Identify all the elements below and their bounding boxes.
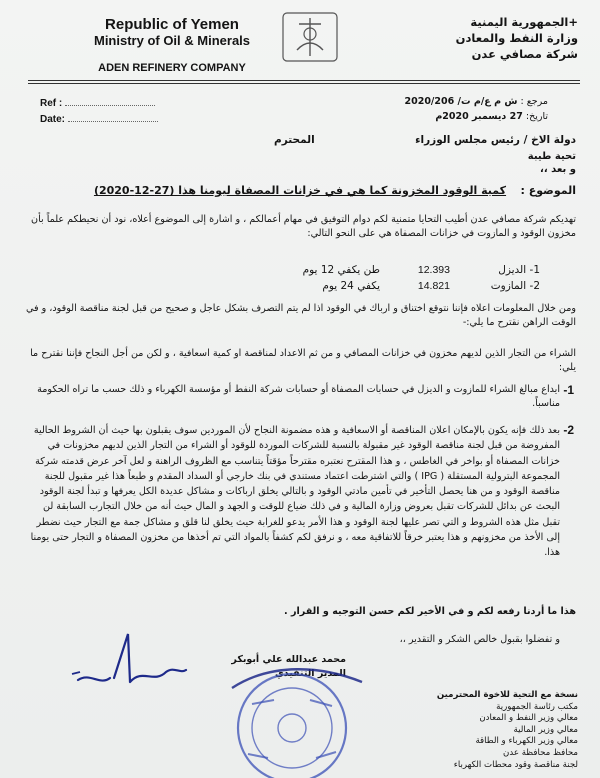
signatory-title: المدير التنفيذي	[275, 668, 346, 679]
step-text: بعد ذلك فإنه يكون بالإمكان اعلان المناقصة أو الاسعافية و هذه مضمونة النجاح لأن الموردين سوف يقبلون بها حيث أن الشروط الحالية المفروضة من قبل لجنة مناقصة الوقود غير مقبولة بالنسبة للشركات الموردة للوقود أو الشراء من التجار الذين لديهم مخزونات في خزانات المصفاة أو بواخر في الغاطس ، و هذا المقترح نعتبره مقترحاً مؤقتاً يتناسب مع الظروف الراهنة و لعل آخر عرض قدمته شركة المجموعة البترولية المستقلة ( IPG ) والتي اشترطت اعتماد مستندي في بنك خارجي أو السداد المقدم و طبعاً هذا غير مقبول للجنة مناقصة الوقود و من هنا يحصل التأخير في تأمين مادتي الوقود و بالتالي يخلق ارباكات و مشاكل عديدة الكل يعرفها و تبدأ لجنة الوقود البحث عن بدائل للشركات تقبل بعروض وزارة المالية و في ذلك ضياع للوقت و الجهد و المال حيث أنه من خلال التجارب السابقة لن تقبل مثل هذه الشروط و التي تصر عليها لجنة الوقود و هذا الأمر يدعو للغرابة حيث يخلق لنا قلق و مشاكل جمة مع التجار حيث نضطر إلى الأخذ من مخزونهم و هذا يعتبر خرقاً للاتفاقية معه ، و نرفق لكم كشفاً بالمواد التي تم أخذها من مخزون المصفاة و التجار حتى يومنا هذا.	[30, 425, 560, 559]
stock-item-label: 1- الديزل	[498, 264, 540, 276]
copies-item: معالي وزير النفط و المعادن	[479, 713, 578, 724]
ar-date-value: 27 ديسمبر 2020م	[435, 111, 523, 122]
letterhead-company: ADEN REFINERY COMPANY	[98, 62, 246, 74]
greeting-line-1: تحية طيبة	[527, 151, 576, 162]
copies-item: لجنة مناقصة وقود محطات الكهرباء	[453, 759, 578, 770]
stock-item-diesel	[120, 262, 540, 278]
handwritten-signature	[70, 628, 190, 688]
subject-text: كمية الوقود المخزونة كما هي في خزانات المصفاة ليومنا هذا (27-12-2020)	[93, 184, 507, 197]
subject-label: الموضوع :	[520, 184, 576, 197]
copies-heading: نسخة مع التحية للاخوة المحترمين	[436, 690, 578, 700]
stock-item-label: 2- المازوت	[490, 280, 540, 292]
stock-item-mazut	[120, 278, 540, 294]
addressee-honorific: المحترم	[274, 134, 315, 146]
proposal-step-1	[24, 383, 574, 411]
paragraph-proposal: الشراء من التجار الذين لديهم مخزون في خزانات المصافي و من ثم الاعداد لمناقصة او كمية اسعافية ، و لكن من أجل النجاح فإننا نقترح ما يلي:	[30, 348, 576, 373]
greeting	[24, 150, 576, 176]
ar-ref-label: مرجع :	[520, 96, 548, 107]
company-logo-icon	[275, 10, 345, 64]
letterhead-ministry: Ministry of Oil & Minerals	[93, 33, 251, 48]
copies-item: محافظ محافظة عدن	[503, 747, 578, 758]
header-divider	[28, 80, 580, 81]
paragraph-outlook: ومن خلال المعلومات اعلاه فإننا نتوقع اختناق و ارباك في الوقود اذا لم يتم التصرف بشكل عاجل و صحيح من قبل لجنة مناقصة الوقود، و في الوقت الراهن نقترح ما يلي:-	[25, 303, 576, 328]
step-number: 1-	[563, 383, 574, 397]
proposal-step-2	[24, 423, 574, 561]
company-stamp	[212, 658, 372, 778]
paragraph-intro: تهديكم شركة مصافي عدن أطيب التحايا متمنية لكم دوام التوفيق في مهام أعمالكم ، و اشارة إلى الموضوع أعلاه، نود أن نحيطكم علماً بأن مخزون الوقود و المازوت في خزانات المصفاة هي على النحو التالي:	[31, 214, 576, 239]
stock-item-qty: 14.821	[417, 280, 450, 292]
letterhead-ar-ministry: وزارة النفط والمعادن	[455, 31, 578, 45]
subject-line	[24, 184, 576, 198]
signatory-name: محمد عبدالله علي أبوبكر	[231, 654, 346, 665]
copies-item: مكتب رئاسة الجمهورية	[496, 701, 578, 712]
letterhead-arabic	[388, 14, 578, 62]
letterhead-ar-country: +الجمهورية اليمنية	[470, 15, 578, 29]
ar-ref-value: ش م ع/م ت/ 2020/206	[404, 96, 518, 107]
step-number: 2-	[563, 423, 574, 437]
stock-item-qty: 12.393	[417, 264, 450, 276]
letterhead-english	[72, 16, 272, 75]
reference-block-arabic	[404, 94, 548, 124]
thanks-line: و تفضلوا بقبول خالص الشكر و التقدير ،،	[399, 634, 560, 645]
copies-item: معالي وزير المالية	[513, 724, 578, 735]
ref-label: Ref :	[40, 98, 63, 109]
letterhead-country: Republic of Yemen	[105, 16, 239, 33]
reference-block-english	[40, 96, 158, 128]
addressee	[24, 133, 576, 147]
stock-item-suffix: طن يكفي 12 يوم	[302, 264, 380, 276]
date-label: Date:	[40, 114, 66, 125]
letterhead-ar-company: شركة مصافي عدن	[471, 47, 578, 61]
ar-date-label: تاريخ:	[525, 111, 548, 122]
closing-line: هذا ما أردنا رفعه لكم و في الأخير لكم حسن التوجيه و القرار .	[284, 606, 576, 617]
addressee-line: دولة الاخ / رئيس مجلس الوزراء	[415, 134, 576, 146]
header-divider-thin	[28, 83, 580, 84]
stock-item-suffix: يكفي 24 يوم	[322, 280, 380, 292]
copies-item: معالي وزير الكهرباء و الطاقة	[475, 736, 578, 747]
step-text: ايداع مبالغ الشراء للمازوت و الديزل في حسابات المصفاة أو حسابات شركة النفط أو مؤسسة الكهرباء و ذلك حسب ما تراه الحكومة مناسباً.	[37, 384, 560, 409]
stock-list	[120, 262, 540, 294]
copies-list	[428, 690, 578, 771]
greeting-line-2: و بعد ،،	[540, 164, 576, 175]
